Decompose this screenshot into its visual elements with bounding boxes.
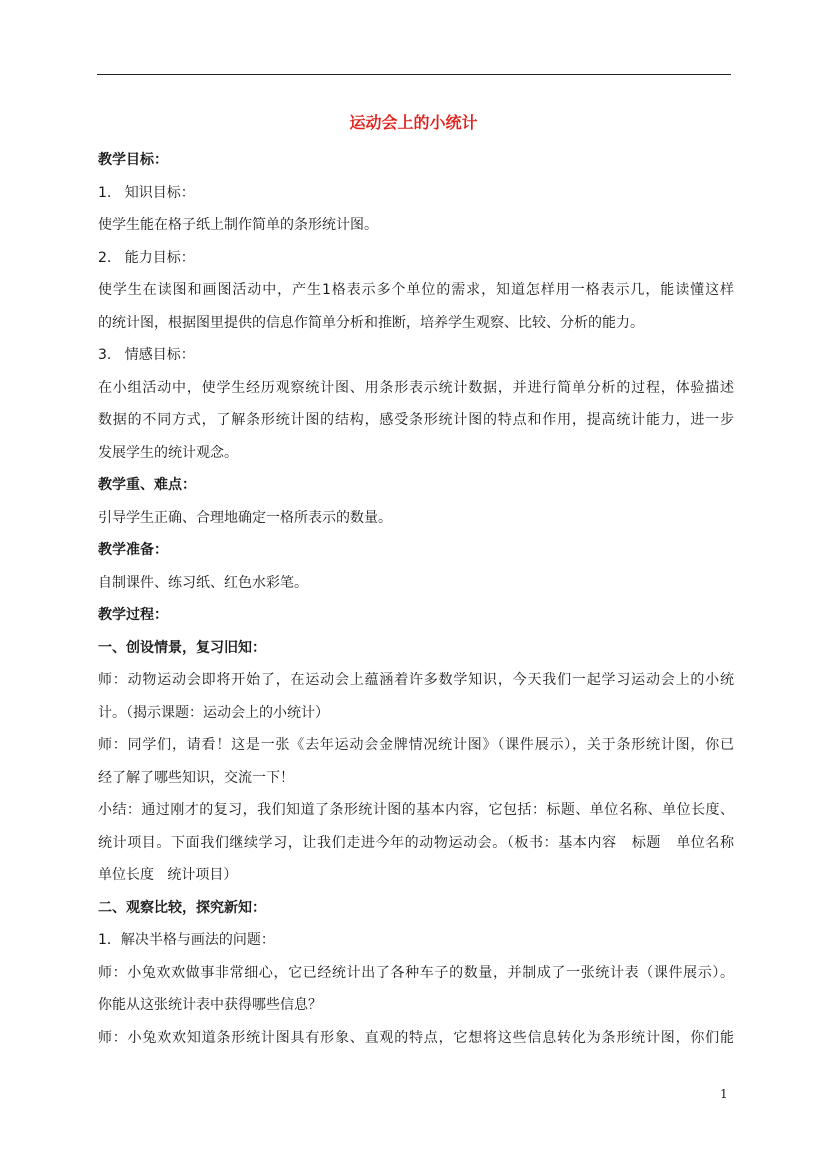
section-heading-2: 二、观察比较，探究新知： xyxy=(98,900,266,916)
page-number: 1 xyxy=(720,1087,728,1101)
list-item: 1．解决半格与画法的问题： xyxy=(98,932,275,948)
paragraph-line: 师：小兔欢欢做事非常细心，它已经统计出了各种车子的数量，并制成了一张统计表（课件展示）。 xyxy=(98,965,734,981)
paragraph-line: 使学生在读图和画图活动中，产生1格表示多个单位的需求，知道怎样用一格表示几，能读懂这样 xyxy=(98,282,734,298)
list-item: 2. 能力目标： xyxy=(98,250,195,266)
paragraph-line: 计。（揭示课题：运动会上的小统计） xyxy=(98,705,329,721)
paragraph-line: 使学生能在格子纸上制作简单的条形统计图。 xyxy=(98,217,378,233)
list-item: 3. 情感目标： xyxy=(98,347,195,363)
paragraph-line: 数据的不同方式，了解条形统计图的结构，感受条形统计图的特点和作用，提高统计能力，进一步 xyxy=(98,412,734,428)
section-heading-1: 一、创设情景，复习旧知： xyxy=(98,640,266,656)
list-item: 1. 知识目标： xyxy=(98,185,195,201)
paragraph-line: 师：小兔欢欢知道条形统计图具有形象、直观的特点，它想将这些信息转化为条形统计图，你们能 xyxy=(98,1030,734,1046)
paragraph-line: 经了解了哪些知识，交流一下！ xyxy=(98,770,294,786)
paragraph-line: 师：同学们，请看！这是一张《去年运动会金牌情况统计图》（课件展示），关于条形统计图，你已 xyxy=(98,737,734,753)
heading-preparation: 教学准备： xyxy=(98,542,168,558)
paragraph-line: 师：动物运动会即将开始了，在运动会上蕴涵着许多数学知识，今天我们一起学习运动会上的小统 xyxy=(98,672,734,688)
heading-objectives: 教学目标： xyxy=(98,152,168,168)
paragraph-line: 单位长度 统计项目） xyxy=(98,867,238,883)
paragraph-line: 小结：通过刚才的复习，我们知道了条形统计图的基本内容，它包括：标题、单位名称、单位长度、 xyxy=(98,802,734,818)
header-rule xyxy=(97,74,731,75)
heading-process: 教学过程： xyxy=(98,607,168,623)
document-title: 运动会上的小统计 xyxy=(349,113,478,132)
paragraph-line: 发展学生的统计观念。 xyxy=(98,445,238,461)
paragraph-line: 统计项目。下面我们继续学习，让我们走进今年的动物运动会。（板书：基本内容 标题 单位名称 xyxy=(98,835,734,851)
paragraph-line: 你能从这张统计表中获得哪些信息？ xyxy=(98,997,322,1013)
paragraph-line: 在小组活动中，使学生经历观察统计图、用条形表示统计数据，并进行简单分析的过程，体验描述 xyxy=(98,380,734,396)
paragraph-line: 引导学生正确、合理地确定一格所表示的数量。 xyxy=(98,510,392,526)
heading-key-points: 教学重、难点： xyxy=(98,477,196,493)
paragraph-line: 自制课件、练习纸、红色水彩笔。 xyxy=(98,575,308,591)
paragraph-line: 的统计图，根据图里提供的信息作简单分析和推断，培养学生观察、比较、分析的能力。 xyxy=(98,315,644,331)
